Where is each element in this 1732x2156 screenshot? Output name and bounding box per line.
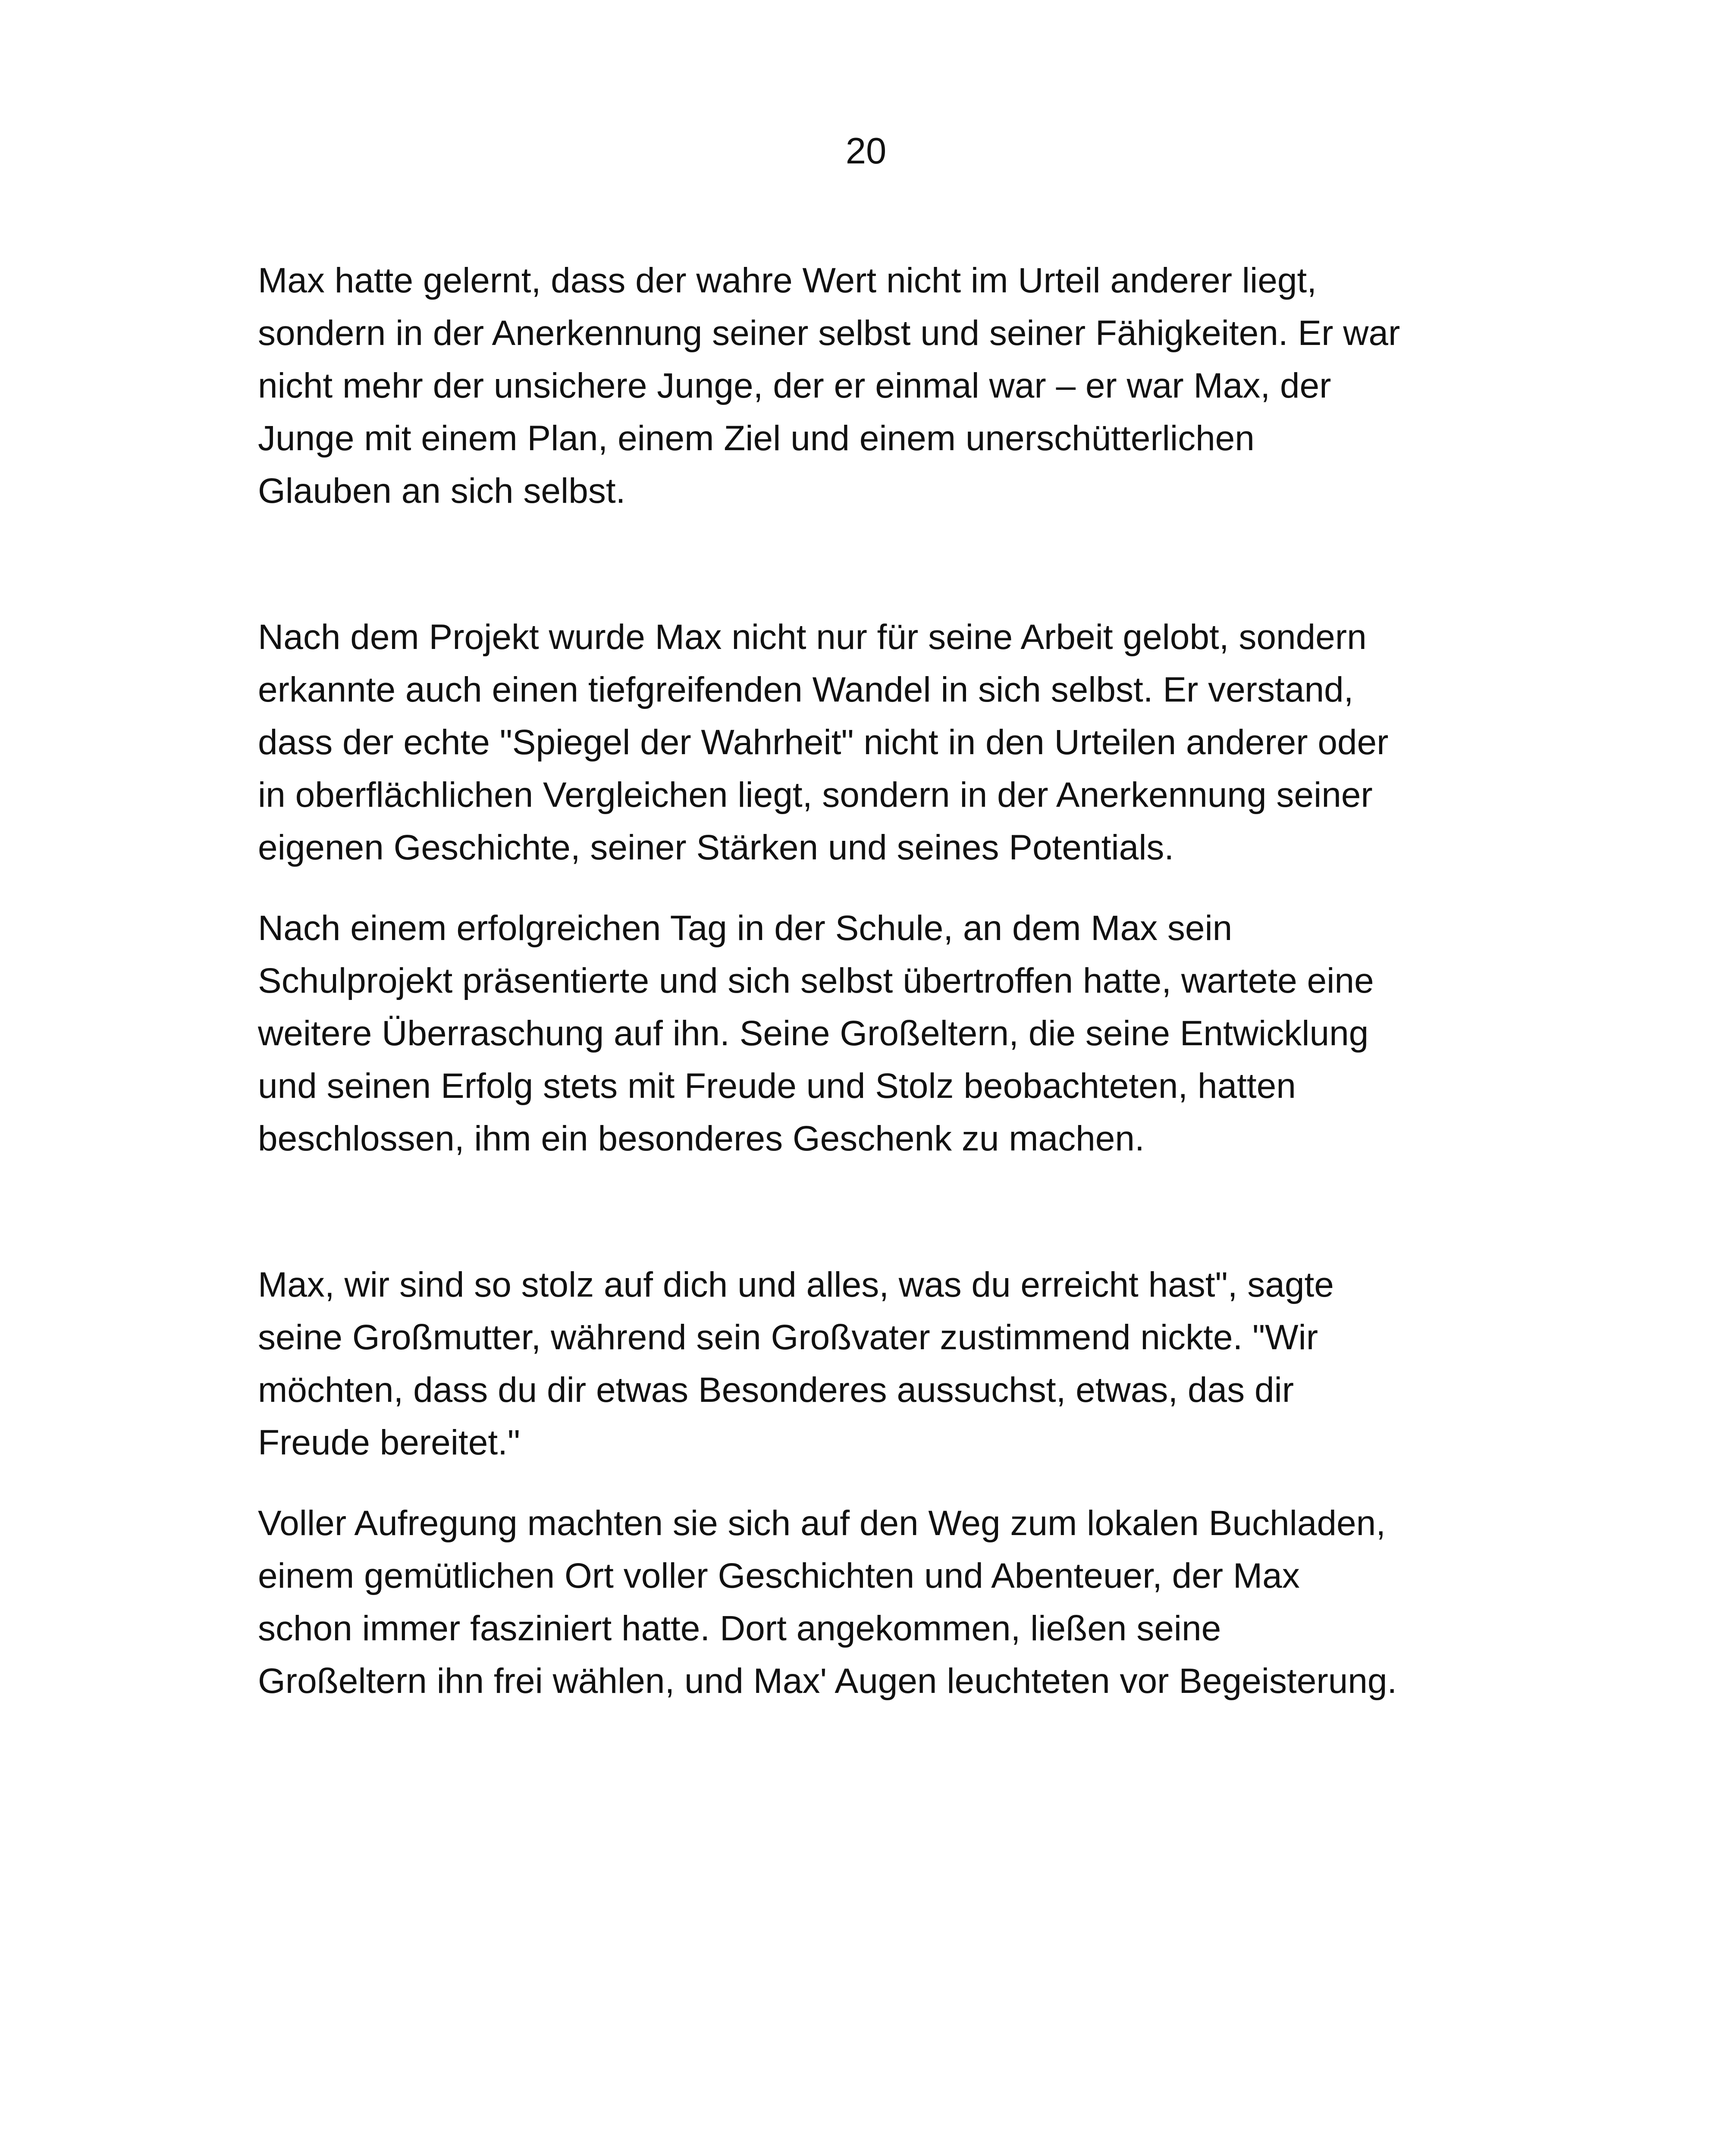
- paragraph-5: [258, 1497, 1509, 1708]
- text-line: Max hatte gelernt, dass der wahre Wert nicht im Urteil anderer liegt,: [258, 261, 1317, 300]
- body-text: [258, 254, 1509, 1708]
- paragraph-2: [258, 611, 1509, 874]
- paragraph-3: [258, 902, 1509, 1165]
- text-line: einem gemütlichen Ort voller Geschichten und Abenteuer, der Max: [258, 1556, 1300, 1595]
- text-line: eigenen Geschichte, seiner Stärken und seines Potentials.: [258, 828, 1174, 867]
- text-line: dass der echte "Spiegel der Wahrheit" nicht in den Urteilen anderer oder: [258, 723, 1389, 762]
- text-line: Nach einem erfolgreichen Tag in der Schule, an dem Max sein: [258, 909, 1233, 948]
- text-line: Großeltern ihn frei wählen, und Max' Augen leuchteten vor Begeisterung.: [258, 1661, 1397, 1701]
- text-line: Schulprojekt präsentierte und sich selbst übertroffen hatte, wartete eine: [258, 961, 1374, 1000]
- text-line: Glauben an sich selbst.: [258, 471, 626, 511]
- text-line: und seinen Erfolg stets mit Freude und Stolz beobachteten, hatten: [258, 1066, 1296, 1106]
- text-line: seine Großmutter, während sein Großvater zustimmend nickte. "Wir: [258, 1318, 1318, 1357]
- text-line: möchten, dass du dir etwas Besonderes aussuchst, etwas, das dir: [258, 1370, 1294, 1410]
- text-line: Nach dem Projekt wurde Max nicht nur für seine Arbeit gelobt, sondern: [258, 617, 1367, 657]
- paragraph-4: [258, 1259, 1509, 1469]
- text-line: erkannte auch einen tiefgreifenden Wandel in sich selbst. Er verstand,: [258, 670, 1354, 709]
- text-line: in oberflächlichen Vergleichen liegt, sondern in der Anerkennung seiner: [258, 775, 1373, 815]
- text-line: Junge mit einem Plan, einem Ziel und einem unerschütterlichen: [258, 419, 1255, 458]
- text-line: nicht mehr der unsichere Junge, der er einmal war – er war Max, der: [258, 366, 1331, 405]
- text-line: beschlossen, ihm ein besonderes Geschenk zu machen.: [258, 1119, 1145, 1158]
- page-number: 20: [845, 131, 887, 172]
- paragraph-1: [258, 254, 1509, 517]
- text-line: Max, wir sind so stolz auf dich und alles, was du erreicht hast", sagte: [258, 1265, 1334, 1304]
- text-line: Voller Aufregung machten sie sich auf den Weg zum lokalen Buchladen,: [258, 1504, 1386, 1543]
- text-line: schon immer fasziniert hatte. Dort angekommen, ließen seine: [258, 1609, 1221, 1648]
- text-line: Freude bereitet.": [258, 1423, 520, 1462]
- text-line: weitere Überraschung auf ihn. Seine Großeltern, die seine Entwicklung: [258, 1014, 1369, 1053]
- text-line: sondern in der Anerkennung seiner selbst und seiner Fähigkeiten. Er war: [258, 313, 1400, 353]
